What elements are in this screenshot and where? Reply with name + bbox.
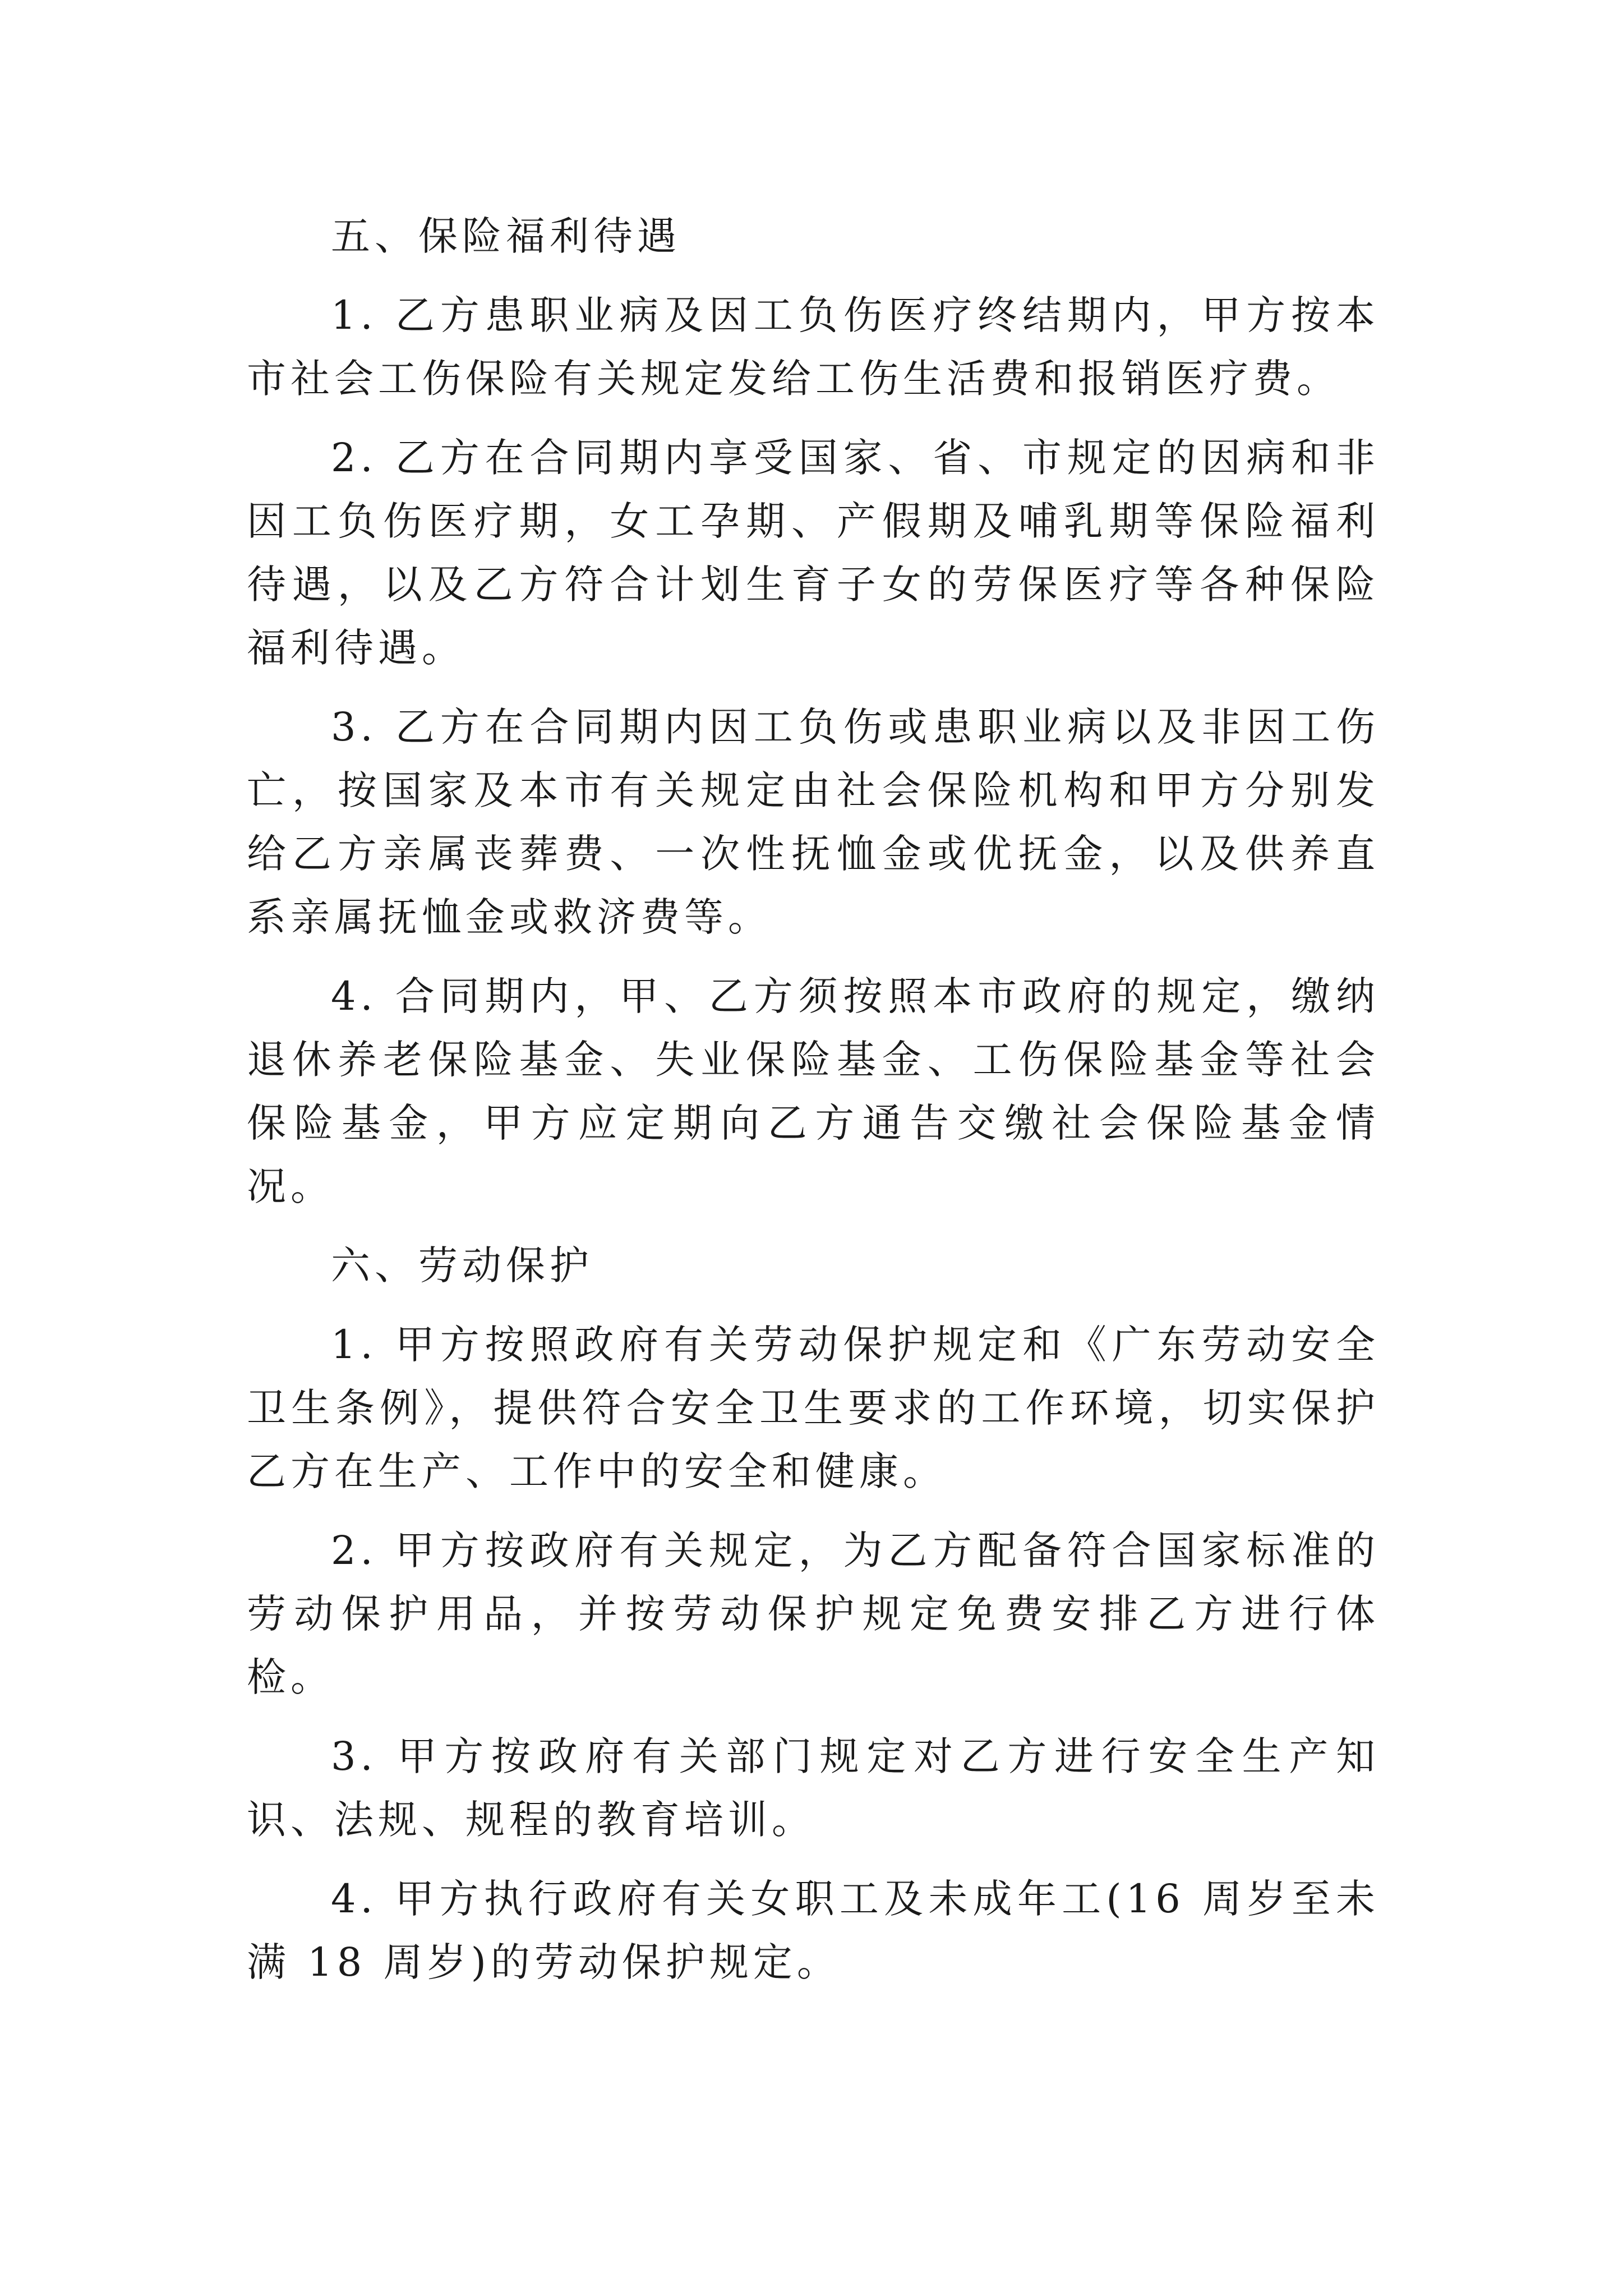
- paragraph: 1. 乙方患职业病及因工负伤医疗终结期内，甲方按本市社会工伤保险有关规定发给工伤生活费和报销医疗费。: [247, 292, 1380, 402]
- document-body: [247, 205, 1380, 2010]
- section-heading: 六、劳动保护: [331, 1243, 593, 1289]
- section-heading: 五、保险福利待遇: [331, 213, 681, 259]
- paragraph: 4. 甲方执行政府有关女职工及未成年工(16 周岁至未满 18 周岁)的劳动保护规定。: [247, 1876, 1380, 1985]
- paragraph: 4. 合同期内，甲、乙方须按照本市政府的规定，缴纳退休养老保险基金、失业保险基金、工伤保险基金等社会保险基金，甲方应定期向乙方通告交缴社会保险基金情况。: [247, 973, 1380, 1209]
- paragraph: 3. 甲方按政府有关部门规定对乙方进行安全生产知识、法规、规程的教育培训。: [247, 1733, 1380, 1843]
- paragraph: 3. 乙方在合同期内因工负伤或患职业病以及非因工伤亡，按国家及本市有关规定由社会保险机构和甲方分别发给乙方亲属丧葬费、一次性抚恤金或优抚金，以及供养直系亲属抚恤金或救济费等。: [247, 704, 1380, 940]
- section-insurance-welfare: [247, 205, 1380, 1218]
- paragraph: 2. 乙方在合同期内享受国家、省、市规定的因病和非因工负伤医疗期，女工孕期、产假期及哺乳期等保险福利待遇，以及乙方符合计划生育子女的劳保医疗等各种保险福利待遇。: [247, 435, 1380, 671]
- paragraph: 2. 甲方按政府有关规定，为乙方配备符合国家标准的劳动保护用品，并按劳动保护规定免费安排乙方进行体检。: [247, 1527, 1380, 1700]
- paragraph: 1. 甲方按照政府有关劳动保护规定和《广东劳动安全卫生条例》，提供符合安全卫生要求的工作环境，切实保护乙方在生产、工作中的安全和健康。: [247, 1322, 1380, 1494]
- section-labor-protection: [247, 1234, 1380, 1994]
